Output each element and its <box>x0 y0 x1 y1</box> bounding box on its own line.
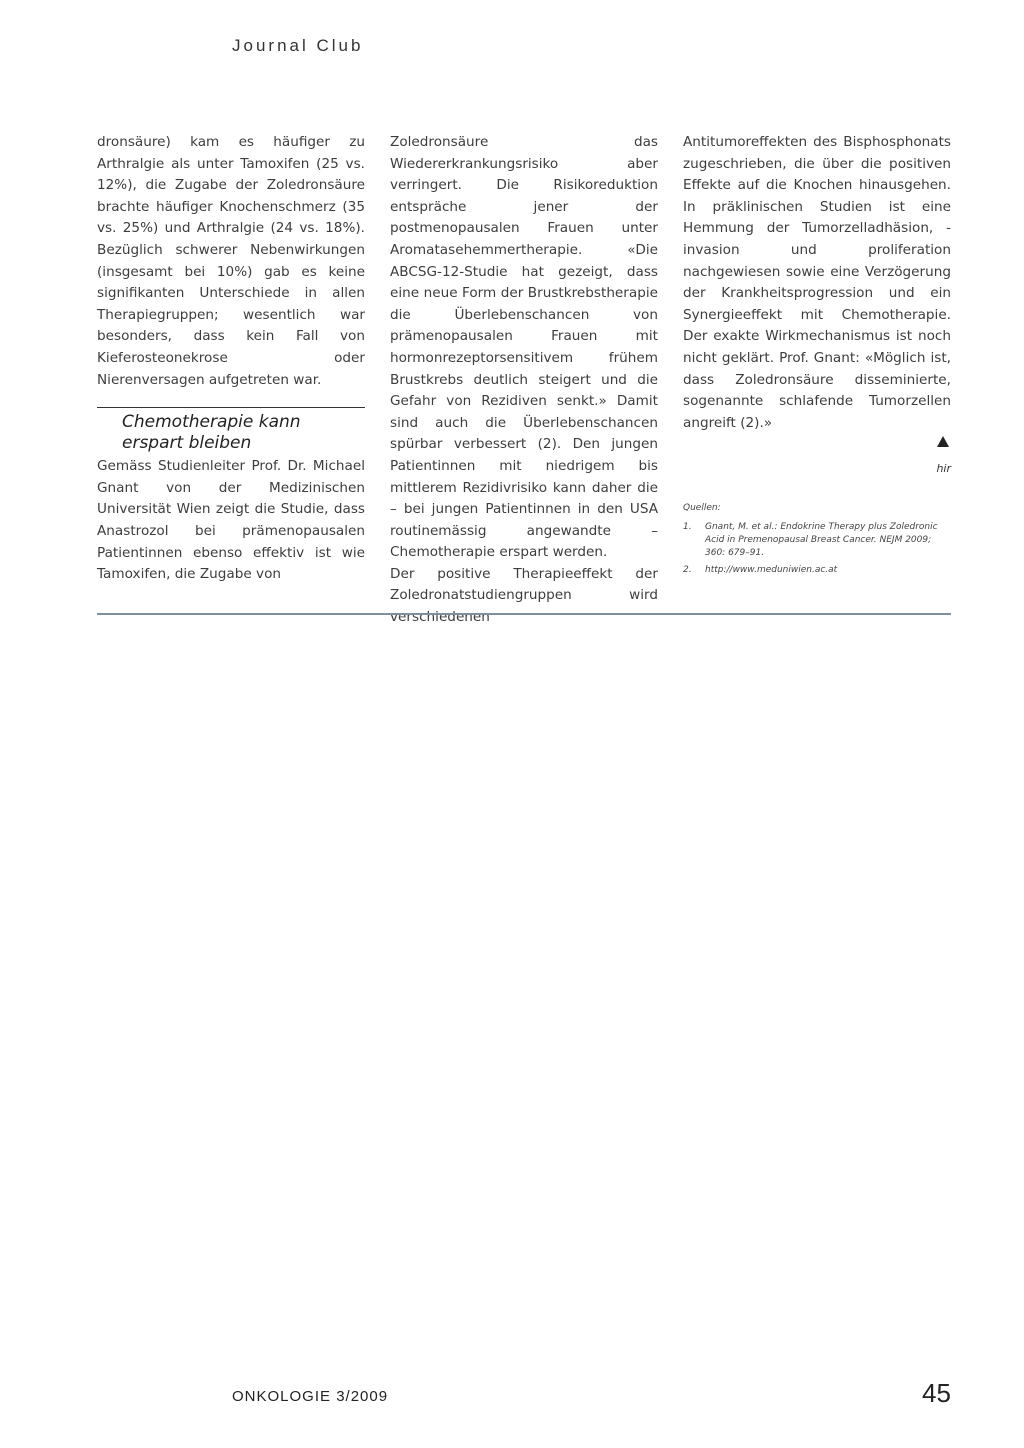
body-paragraph: Der positive Therapieeffekt der Zoledronatstudiengruppen wird verschiedenen <box>390 565 658 626</box>
page-number: 45 <box>922 1378 951 1408</box>
text-column-2 <box>390 132 658 629</box>
body-paragraph: dronsäure) kam es häufiger zu Arthralgie als unter Tamoxifen (25 vs. 12%), die Zugabe der Zoledronsäure brachte häufiger Knochenschmerz (35 vs. 25%) und Arthralgie (24 vs. 18%). Bezüglich schwerer Nebenwirkungen (insgesamt bei 10%) gab es keine signifikanten Unterschiede in allen Therapiegruppen; wesentlich war besonders, dass kein Fall von Kieferosteonekrose oder Nierenversagen aufgetreten war. <box>97 134 365 388</box>
section-heading <box>97 412 365 454</box>
source-number: 1. <box>683 521 692 532</box>
body-paragraph: Gemäss Studienleiter Prof. Dr. Michael Gnant von der Medizinischen Universität Wien zeigt die Studie, dass Anastrozol bei prämenopausalen Patientinnen ebenso effektiv ist wie Tamoxifen, die Zugabe von <box>97 458 365 583</box>
article-bottom-rule <box>97 613 951 615</box>
end-of-article-triangle-icon <box>937 436 949 447</box>
source-item <box>683 521 951 560</box>
source-text: Gnant, M. et al.: Endokrine Therapy plus Zoledronic Acid in Premenopausal Breast Cancer. NEJM 2009; 360: 679–91. <box>705 521 938 558</box>
section-heading-line-1: Chemotherapie kann <box>122 412 301 433</box>
author-initials: hir <box>936 462 951 476</box>
sources-list <box>683 502 951 577</box>
source-item <box>683 564 951 577</box>
source-link[interactable]: http://www.meduniwien.ac.at <box>705 564 838 575</box>
source-number: 2. <box>683 564 692 575</box>
body-paragraph: Antitumoreffekten des Bisphosphonats zugeschrieben, die über die positiven Effekte auf die Knochen hinausgehen. In präklinischen Studien ist eine Hemmung der Tumorzelladhäsion, -invasion und proliferation nachgewiesen sowie eine Verzögerung der Krankheitsprogression und ein Synergieeffekt mit Chemotherapie. Der exakte Wirkmechanismus ist noch nicht geklärt. Prof. Gnant: «Möglich ist, dass Zoledronsäure disseminierte, sogenannte schlafende Tumorzellen angreift (2).» <box>683 134 951 431</box>
section-divider <box>97 407 365 408</box>
sources-label: Quellen: <box>683 502 721 513</box>
footer-journal-issue: ONKOLOGIE 3/2009 <box>232 1388 389 1405</box>
text-column-1 <box>97 132 365 586</box>
text-column-3 <box>683 132 951 581</box>
section-header: Journal Club <box>232 36 364 55</box>
section-heading-line-2: erspart bleiben <box>122 433 252 454</box>
article-end <box>683 434 951 456</box>
body-paragraph: Zoledronsäure das Wiedererkrankungsrisiko aber verringert. Die Risikoreduktion entspräche jener der postmenopausalen Frauen unter Aromatasehemmertherapie. «Die ABCSG-12-Studie hat gezeigt, dass eine neue Form der Brustkrebstherapie die Überlebenschancen von prämenopausalen Frauen mit hormonrezeptorsensitivem frühem Brustkrebs deutlich steigert und die Gefahr von Rezidiven senkt.» Damit sind auch die Überlebenschancen spürbar verbessert (2). Den jungen Patientinnen mit niedrigem bis mittlerem Rezidivrisiko kann daher die – bei jungen Patientinnen in den USA routinemässig angewandte – Chemotherapie erspart werden. <box>390 134 658 561</box>
